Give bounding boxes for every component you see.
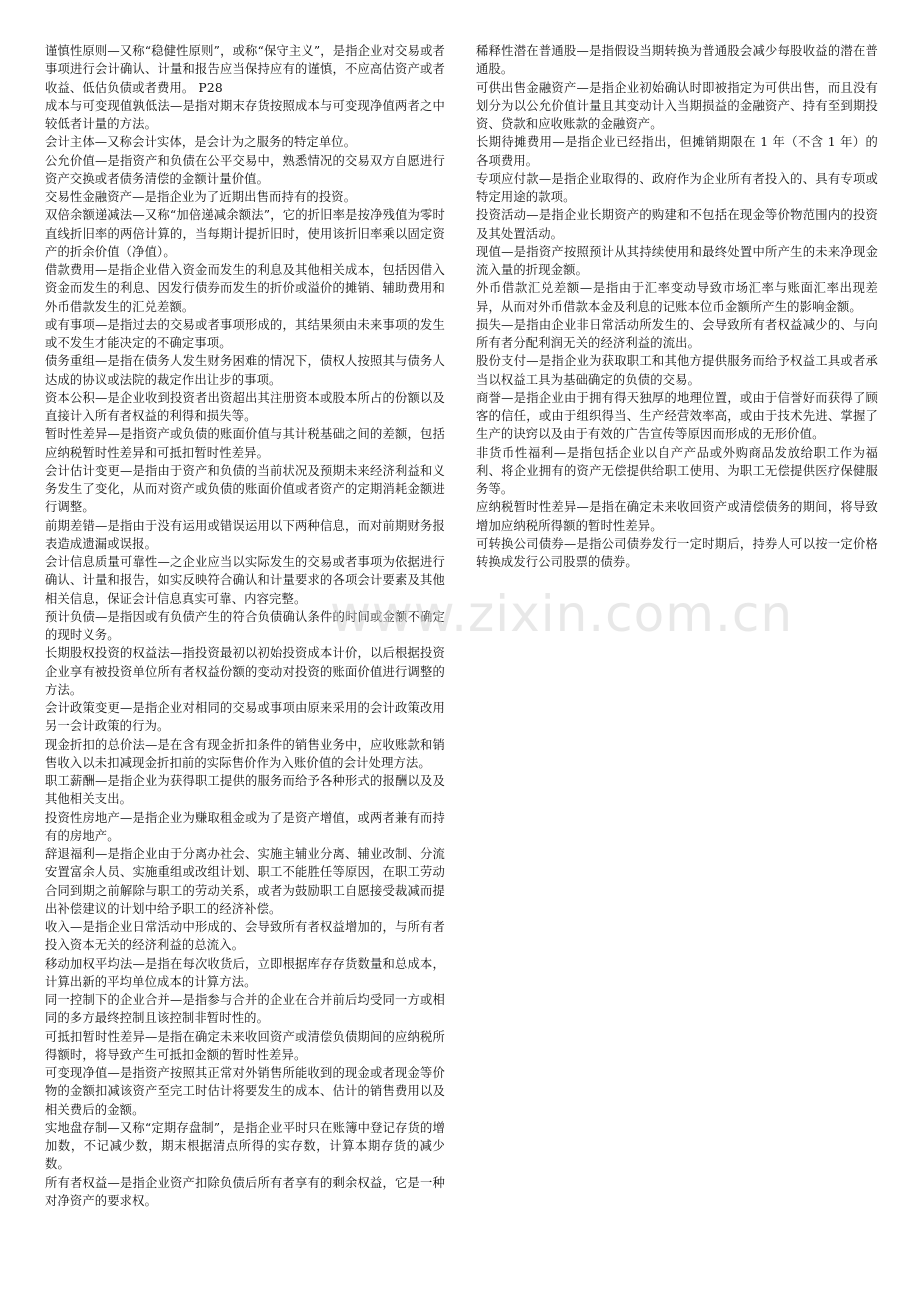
term-entry: 可供出售金融资产—是指企业初始确认时即被指定为可供出售，而且没有划分为以公允价值计量且其变动计入当期损益的金融资产、持有至到期投资、贷款和应收账款的金融资产。 <box>476 80 878 131</box>
term-entry: 职工薪酬—是指企业为获得职工提供的服务而给予各种形式的报酬以及及其他相关支出。 <box>45 774 445 807</box>
term-entry: 可转换公司债券—是指公司债券发行一定时期后，持券人可以按一定价格转换成发行公司股票的债券。 <box>476 536 878 569</box>
term-entry: 收入—是指企业日常活动中形成的、会导致所有者权益增加的，与所有者投入资本无关的经济利益的总流入。 <box>45 920 445 953</box>
term-entry: 现金折扣的总价法—是在含有现金折扣条件的销售业务中，应收账款和销售收入以未扣减现金折扣前的实际售价作为入账价值的会计处理方法。 <box>45 737 445 770</box>
term-entry: 投资性房地产—是指企业为赚取租金或为了是资产增值，或两者兼有而持有的房地产。 <box>45 810 445 843</box>
term-entry: 预计负债—是指因或有负债产生的符合负债确认条件的时间或金额不确定的现时义务。 <box>45 609 445 642</box>
term-entry: 外币借款汇兑差额—是指由于汇率变动导致市场汇率与账面汇率出现差异，从而对外币借款本金及利息的记账本位币金额所产生的影响金额。 <box>476 281 878 314</box>
term-entry: 借款费用—是指企业借入资金而发生的利息及其他相关成本，包括因借入资金而发生的利息、因发行债券而发生的折价或溢价的摊销、辅助费用和外币借款发生的汇兑差额。 <box>45 263 445 314</box>
term-entry: 长期股权投资的权益法—指投资最初以初始投资成本计价，以后根据投资企业享有被投资单位所有者权益份额的变动对投资的账面价值进行调整的方法。 <box>45 646 445 697</box>
term-entry: 长期待摊费用—是指企业已经指出，但摊销期限在 1 年（不含 1 年）的各项费用。 <box>476 135 878 168</box>
term-entry: 同一控制下的企业合并—是指参与合并的企业在合并前后均受同一方或相同的多方最终控制且该控制非暂时性的。 <box>45 993 445 1026</box>
watermark-text: www.zixin.com.cn <box>330 585 794 643</box>
term-entry: 会计政策变更—是指企业对相同的交易或事项由原来采用的会计政策改用另一会计政策的行为。 <box>45 701 445 734</box>
left-column <box>45 42 445 1210</box>
term-entry: 应纳税暂时性差异—是指在确定未来收回资产或清偿债务的期间，将导致增加应纳税所得额的暂时性差异。 <box>476 500 878 533</box>
right-column <box>476 42 878 571</box>
term-entry: 股份支付—是指企业为获取职工和其他方提供服务而给予权益工具或者承当以权益工具为基础确定的负债的交易。 <box>476 354 878 387</box>
term-entry: 商誉—是指企业由于拥有得天独厚的地理位置，或由于信誉好而获得了顾客的信任，或由于组织得当、生产经营效率高，或由于技术先进、掌握了生产的诀窍以及由于有效的广告宣传等原因而形成的无形价值。 <box>476 390 878 442</box>
term-entry: 可抵扣暂时性差异—是指在确定未来收回资产或清偿负债期间的应纳税所得额时，将导致产生可抵扣金额的暂时性差异。 <box>45 1029 445 1062</box>
term-entry: 会计估计变更—是指由于资产和负债的当前状况及预期未来经济利益和义务发生了变化，从而对资产或负债的账面价值或者资产的定期消耗金额进行调整。 <box>45 463 445 515</box>
term-entry: 公允价值—是指资产和负债在公平交易中，熟悉情况的交易双方自愿进行资产交换或者债务清偿的金额计量价值。 <box>45 153 445 186</box>
term-entry: 稀释性潜在普通股—是指假设当期转换为普通股会减少每股收益的潜在普通股。 <box>476 44 878 77</box>
term-entry: 损失—是指由企业非日常活动所发生的、会导致所有者权益减少的、与向所有者分配利润无关的经济利益的流出。 <box>476 317 878 350</box>
term-entry: 会计主体—又称会计实体，是会计为之服务的特定单位。 <box>45 135 357 150</box>
term-entry: 前期差错—是指由于没有运用或错误运用以下两种信息，而对前期财务报表造成遗漏或误报。 <box>45 518 445 551</box>
term-entry: 非货币性福利—是指包括企业以自产产品或外购商品发放给职工作为福利、将企业拥有的资产无偿提供给职工使用、为职工无偿提供医疗保健服务等。 <box>476 445 878 496</box>
term-entry: 移动加权平均法—是指在每次收货后，立即根据库存存货数量和总成本，计算出新的平均单位成本的计算方法。 <box>45 956 445 989</box>
term-entry: 债务重组—是指在债务人发生财务困难的情况下，债权人按照其与债务人达成的协议或法院的裁定作出让步的事项。 <box>45 354 445 387</box>
term-entry: 双倍余额递减法—又称“加倍递减余额法”，它的折旧率是按净残值为零时直线折旧率的两倍计算的，当每期计提折旧时，使用该折旧率乘以固定资产的折余价值（净值）。 <box>45 208 445 259</box>
term-entry: 谨慎性原则—又称“稳健性原则”，或称“保守主义”，是指企业对交易或者事项进行会计确认、计量和报告应当保持应有的谨慎，不应高估资产或者收益、低估负债或者费用。 P28 <box>45 44 445 95</box>
term-entry: 成本与可变现值孰低法—是指对期末存货按照成本与可变现净值两者之中较低者计量的方法。 <box>45 98 445 131</box>
term-entry: 可变现净值—是指资产按照其正常对外销售所能收到的现金或者现金等价物的金额扣减该资产至完工时估计将要发生的成本、估计的销售费用以及相关费后的金额。 <box>45 1066 445 1117</box>
term-entry: 所有者权益—是指企业资产扣除负债后所有者享有的剩余权益，它是一种对净资产的要求权。 <box>45 1175 445 1208</box>
term-entry: 专项应付款—是指企业取得的、政府作为企业所有者投入的、具有专项或特定用途的款项。 <box>476 171 878 204</box>
term-entry: 暂时性差异—是指资产或负债的账面价值与其计税基础之间的差额，包括应纳税暂时性差异和可抵扣暂时性差异。 <box>45 427 445 460</box>
term-entry: 辞退福利—是指企业由于分离办社会、实施主辅业分离、辅业改制、分流安置富余人员、实施重组或改组计划、职工不能胜任等原因，在职工劳动合同到期之前解除与职工的劳动关系，或者为鼓励职工自愿接受裁减而提出补偿建议的计划中给予职工的经济补偿。 <box>45 847 445 916</box>
term-entry: 现值—是指资产按照预计从其持续使用和最终处置中所产生的未来净现金流入量的折现金额。 <box>476 244 878 277</box>
term-entry: 交易性金融资产—是指企业为了近期出售而持有的投资。 <box>45 190 357 204</box>
term-entry: 资本公积—是企业收到投资者出资超出其注册资本或股本所占的份额以及直接计入所有者权益的利得和损失等。 <box>45 390 445 423</box>
term-entry: 或有事项—是指过去的交易或者事项形成的，其结果须由未来事项的发生或不发生才能决定的不确定事项。 <box>45 317 445 350</box>
term-entry: 投资活动—是指企业长期资产的购建和不包括在现金等价物范围内的投资及其处置活动。 <box>476 208 878 241</box>
term-entry: 实地盘存制—又称“定期存盘制”，是指企业平时只在账簿中登记存货的增加数，不记减少数，期末根据清点所得的实存数，计算本期存货的减少数。 <box>45 1120 445 1172</box>
term-entry: 会计信息质量可靠性—之企业应当以实际发生的交易或者事项为依据进行确认、计量和报告，如实反映符合确认和计量要求的各项会计要素及其他相关信息，保证会计信息真实可靠、内容完整。 <box>45 555 445 606</box>
